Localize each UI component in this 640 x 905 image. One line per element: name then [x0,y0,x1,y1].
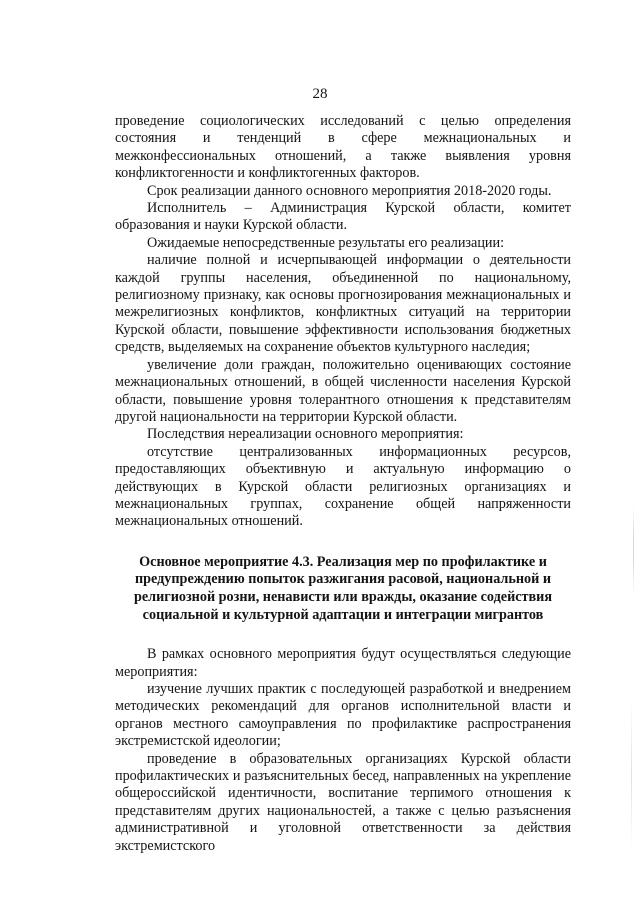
paragraph: проведение в образовательных организациях Курской области профилактических и разъяснительных бесед, направленных на укрепление общероссийской идентичности, воспитание терпимого отношения к представителям других национальностей, а также с целью разъяснения административной и уголовной ответственности за действия экстремистского [115,750,571,854]
scan-edge-mark [631,700,632,850]
document-body [115,113,571,855]
paragraph: Исполнитель – Администрация Курской области, комитет образования и науки Курской области. [115,200,571,234]
top-section [115,113,571,531]
section-heading: Основное мероприятие 4.3. Реализация мер по профилактике и предупреждению попыток разжигания расовой, национальной и религиозной розни, ненависти или вражды, оказание содействия социальной и культурной адаптации и интеграции мигрантов [133,553,553,623]
paragraph: Последствия нереализации основного мероприятия: [147,426,464,443]
paragraph: Ожидаемые непосредственные результаты его реализации: [147,234,505,251]
paragraph: наличие полной и исчерпывающей информации о деятельности каждой группы населения, объединенной по национальному, религиозному признаку, как основы прогнозирования межнациональных и межрелигиозных конфликтов, конфликтных ситуаций на территории Курской области, повышение эффективности использования бюджетных средств, выделяемых на сохранение объектов культурного наследия; [115,252,571,356]
scan-edge-mark [633,505,634,595]
paragraph: проведение социологических исследований с целью определения состояния и тенденций в сфере межнациональных и межконфессиональных отношений, а также выявления уровня конфликтогенности и конфликтогенных факторов. [115,113,571,182]
paragraph: изучение лучших практик с последующей разработкой и внедрением методических рекомендаций для органов исполнительной власти и органов местного самоуправления по профилактике распространения экстремистской идеологии; [115,680,571,750]
paragraph: Срок реализации данного основного мероприятия 2018-2020 годы. [147,182,552,199]
paragraph: В рамках основного мероприятия будут осуществляться следующие мероприятия: [115,646,571,680]
paragraph: увеличение доли граждан, положительно оценивающих состояние межнациональных отношений, в общей численности населения Курской области, повышение уровня толерантного отношения к представителям другой национальности на территории Курской области. [115,356,571,425]
page-number: 28 [312,86,328,102]
bottom-section [115,646,571,855]
paragraph: отсутствие централизованных информационных ресурсов, предоставляющих объективную и актуальную информацию о действующих в Курской области религиозных организациях и межнациональных группах, сохранение общей напряженности межнациональных отношений. [115,443,571,530]
